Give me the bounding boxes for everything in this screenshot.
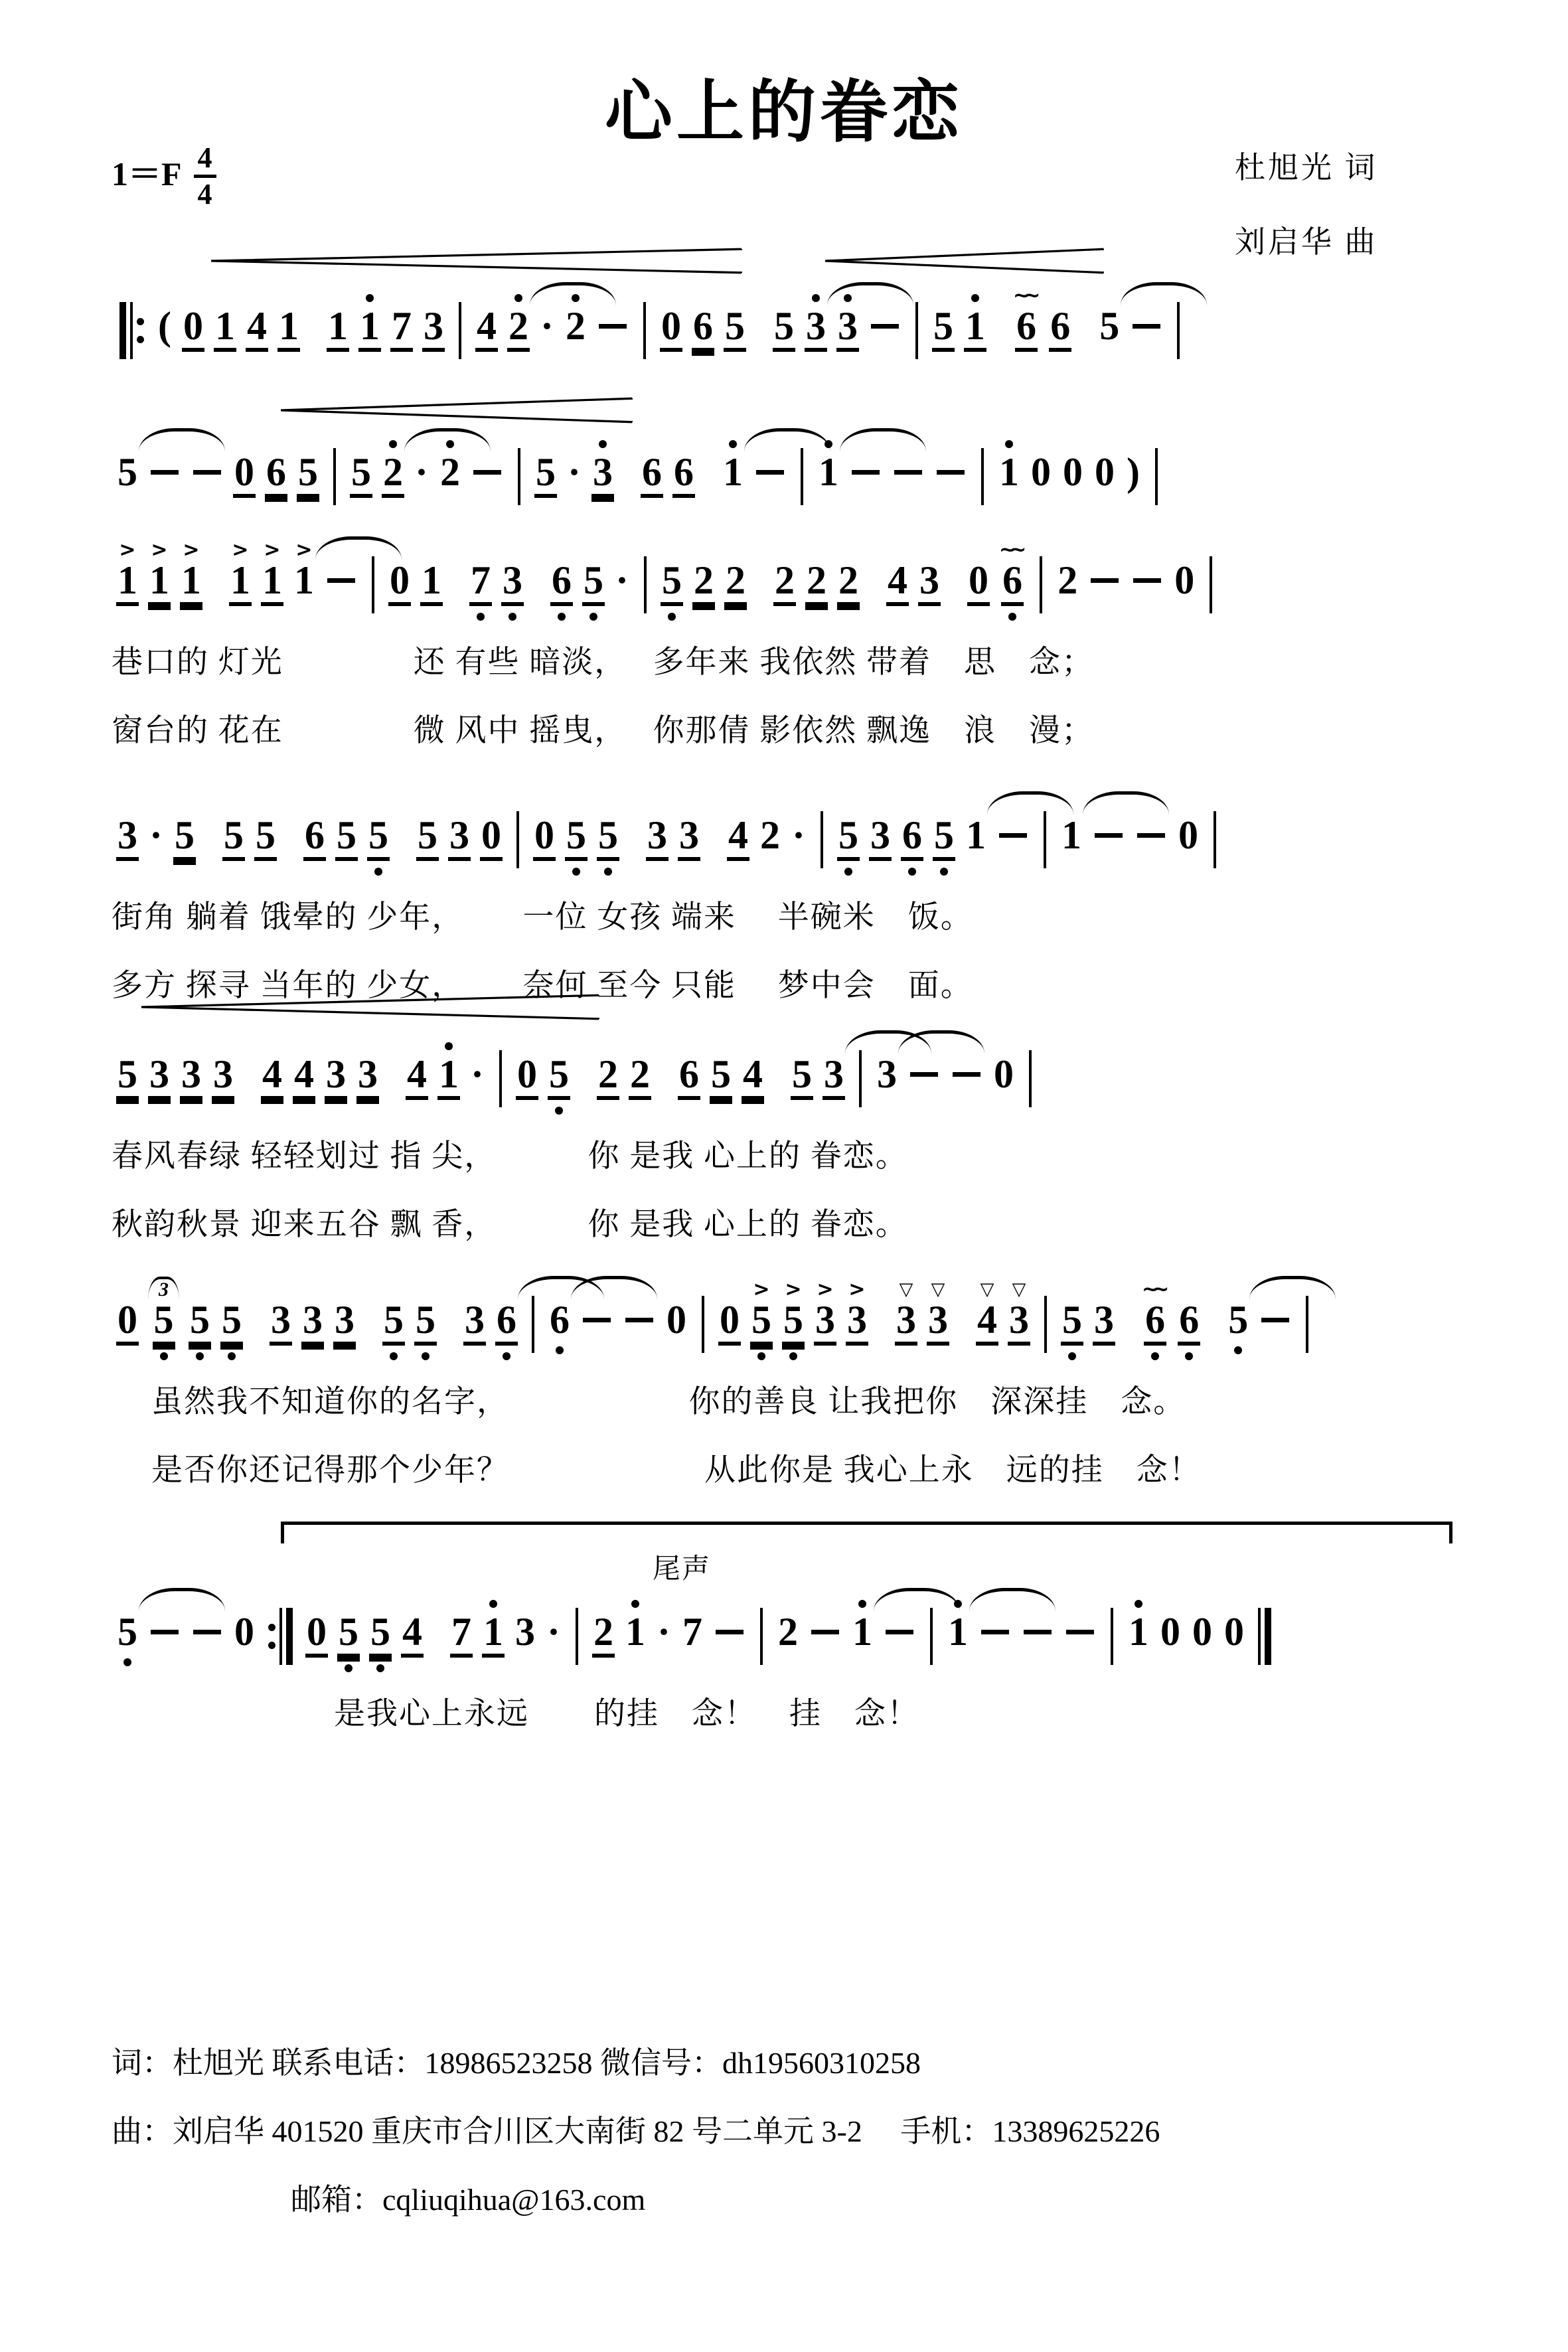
note: 0	[967, 536, 990, 623]
note: ·	[471, 1052, 485, 1096]
note: 1	[437, 1030, 460, 1117]
note	[753, 428, 787, 509]
note: 4	[261, 1030, 283, 1117]
note: ▽ 3	[927, 1276, 949, 1363]
marcato-icon: ▽	[1012, 1279, 1026, 1300]
note: 5	[773, 282, 795, 369]
note: 2	[564, 282, 587, 363]
note: 5	[189, 1276, 211, 1363]
note: 5	[837, 791, 860, 878]
note: 3	[325, 1030, 347, 1117]
mordent-icon: ~~	[1142, 1278, 1164, 1301]
footer-line-lyricist-contact: 词：杜旭光 联系电话：18986523258 微信号：dh19560310258	[112, 2046, 921, 2080]
accent-icon: >	[295, 538, 313, 562]
note: > 5	[750, 1276, 773, 1363]
note: 5	[1061, 1276, 1083, 1363]
note: 0	[1063, 450, 1083, 494]
note: 2	[724, 536, 747, 623]
note: 0	[1174, 558, 1195, 602]
footer-line-email: 邮箱：cqliuqihua@163.com	[291, 2183, 646, 2217]
note	[1088, 536, 1121, 617]
note: 0	[480, 791, 503, 878]
note: 5	[116, 1030, 139, 1117]
note: 3	[148, 1030, 171, 1117]
note: 2	[629, 1030, 651, 1117]
note: ·	[540, 304, 554, 348]
note: 1	[1060, 791, 1083, 872]
note: 5	[1098, 282, 1121, 363]
note: 0	[182, 282, 204, 369]
note: 3	[448, 791, 471, 878]
note: > 3	[846, 1276, 868, 1363]
note: 2	[805, 536, 828, 623]
note: 3	[1093, 1276, 1115, 1363]
note: 1	[482, 1588, 505, 1675]
note: 3	[823, 1030, 845, 1117]
note: 5	[337, 1588, 360, 1675]
note: 2	[1058, 558, 1078, 602]
note: 6	[303, 791, 326, 878]
accent-icon: >	[119, 538, 136, 562]
note: 5	[369, 1588, 392, 1675]
music-system-4	[112, 791, 1459, 1002]
note	[580, 1276, 613, 1357]
note: 5	[414, 1276, 437, 1363]
note: 0	[533, 791, 556, 878]
note	[1092, 791, 1125, 872]
note	[191, 1588, 224, 1669]
note: ▽ 3	[895, 1276, 917, 1363]
key-signature: 1＝F	[112, 155, 182, 193]
note	[148, 428, 181, 509]
note: ▽ 3	[1008, 1276, 1030, 1363]
note	[1259, 1276, 1292, 1357]
note	[868, 282, 902, 363]
note: ·	[792, 813, 806, 857]
notes-row	[112, 1276, 1459, 1363]
note: 5	[367, 791, 390, 878]
time-numerator: 4	[194, 143, 216, 178]
credits	[1235, 153, 1378, 301]
note: 1	[624, 1588, 647, 1669]
note: 3	[180, 1030, 202, 1117]
music-system-3	[112, 536, 1459, 747]
note: ~~ 6	[1142, 1276, 1168, 1363]
note: 3	[591, 428, 614, 515]
lyric-line: 秋韵秋景 迎来五谷 飘 香， 你 是我 心上的 眷恋。	[112, 1208, 908, 1242]
note: 1	[722, 428, 744, 509]
note: 4	[401, 1588, 424, 1675]
note: 6	[1049, 282, 1071, 369]
note: 4	[742, 1030, 764, 1117]
notes-row	[112, 282, 1459, 369]
note: > 1	[229, 536, 252, 623]
note: ·	[615, 558, 629, 602]
music-system-5	[112, 1030, 1459, 1241]
note: > 1	[116, 536, 139, 623]
note: 4	[246, 282, 268, 369]
note: 2	[837, 536, 860, 623]
note: 5	[1227, 1276, 1249, 1357]
note: 1	[851, 1588, 874, 1669]
note: 5	[932, 282, 955, 369]
note	[191, 428, 224, 509]
repeat-begin-barline	[119, 302, 144, 359]
note: 1	[965, 791, 987, 872]
contact-footer	[112, 2048, 1160, 2253]
note: 0	[1095, 450, 1115, 494]
lyric-line: 街角 躺着 饿晕的 少年， 一位 女孩 端来 半碗米 饭。	[112, 900, 973, 935]
note: 5	[565, 791, 588, 878]
lyric-line: 多方 探寻 当年的 少女， 奈何 至今 只能 梦中会 面。	[112, 969, 973, 1003]
note: 0	[1178, 813, 1198, 857]
note: 1	[420, 536, 443, 623]
note: 5	[791, 1030, 813, 1117]
note: 5	[416, 791, 439, 878]
note: 1	[998, 428, 1020, 509]
note: 4	[406, 1030, 428, 1117]
mordent-icon: ~~	[1012, 284, 1035, 307]
marcato-icon: ▽	[931, 1279, 945, 1300]
note: 7	[682, 1610, 702, 1654]
note: 7	[450, 1588, 473, 1675]
note: > 1	[148, 536, 171, 623]
note: 3	[356, 1030, 379, 1117]
note: > 1	[293, 536, 315, 617]
note: 4	[886, 536, 909, 623]
note	[1131, 536, 1164, 617]
music-system-1	[112, 282, 1459, 369]
note: 0	[116, 1276, 139, 1363]
note: 5	[254, 791, 277, 878]
note	[883, 1588, 916, 1669]
note: 5	[582, 536, 605, 623]
note: 3	[333, 1276, 356, 1363]
note: 5	[933, 791, 955, 878]
note: 4	[475, 282, 498, 369]
note: 0	[388, 536, 411, 623]
notes-row	[112, 1588, 1459, 1675]
notes-row	[112, 1030, 1459, 1117]
note: ·	[547, 1610, 561, 1654]
note	[596, 282, 629, 363]
notes-row	[112, 791, 1459, 878]
accent-icon: >	[183, 538, 200, 562]
note: 6	[495, 1276, 518, 1363]
note: 3	[805, 282, 827, 369]
note: 1	[214, 282, 236, 369]
note: (	[158, 304, 171, 348]
note: ·	[415, 450, 429, 494]
note: 5	[335, 791, 358, 878]
note	[148, 1588, 181, 1669]
note: 2	[507, 282, 530, 369]
lyric-line: 是否你还记得那个少年？ 从此你是 我心上永 远的挂 念！	[151, 1453, 1202, 1488]
lyric-line: 窗台的 花在 微 风中 摇曳， 你那倩 影依然 飘逸 浪 漫；	[112, 714, 1094, 748]
note: 5	[116, 428, 139, 509]
note: 0	[1160, 1610, 1180, 1654]
note	[892, 428, 925, 509]
note: 5	[534, 428, 557, 515]
note: 3	[836, 282, 859, 369]
accent-icon: >	[151, 538, 168, 562]
note: 2	[597, 1030, 619, 1117]
notes-row	[112, 536, 1459, 623]
note: 3	[301, 1276, 324, 1363]
music-system-2	[112, 428, 1459, 515]
note: 2	[760, 813, 780, 857]
note: 5	[724, 282, 746, 369]
note	[934, 428, 967, 509]
lyric-line: 春风春绿 轻轻划过 指 尖， 你 是我 心上的 眷恋。	[112, 1139, 908, 1174]
note: 5	[350, 428, 372, 515]
note: 0	[666, 1298, 686, 1342]
note: 5	[297, 428, 319, 515]
note: ·	[149, 813, 163, 857]
note: 6	[672, 428, 695, 515]
note: > 5	[782, 1276, 805, 1363]
note	[713, 1588, 746, 1669]
note: 6	[692, 282, 714, 369]
note: 6	[265, 428, 287, 515]
music-system-6	[112, 1276, 1459, 1486]
note	[809, 1588, 842, 1669]
note: 5	[661, 536, 683, 623]
note: 3	[918, 536, 941, 623]
note: 2	[382, 428, 404, 515]
note: 7	[469, 536, 492, 623]
note	[1063, 1588, 1097, 1669]
note: 1	[947, 1588, 969, 1669]
note: 0	[718, 1276, 741, 1363]
note: 2	[592, 1588, 615, 1675]
note: 4	[293, 1030, 315, 1117]
note: 3	[463, 1276, 486, 1363]
note: 1	[817, 428, 840, 509]
note	[623, 1276, 656, 1357]
note: 5	[116, 1588, 139, 1669]
lyric-line: 巷口的 灯光 还 有些 暗淡， 多年来 我依然 带着 思 念；	[112, 645, 1094, 680]
crescendo-hairpin-icon	[211, 246, 742, 276]
note: 4	[727, 791, 749, 878]
note	[471, 428, 504, 509]
note: 3	[869, 791, 892, 878]
coda-bracket	[281, 1522, 1452, 1545]
note: 1	[277, 282, 300, 369]
note	[1135, 791, 1168, 872]
note	[979, 1588, 1012, 1669]
note: 0	[660, 282, 682, 369]
note: 5	[222, 791, 245, 878]
music-system-7	[112, 1554, 1459, 1731]
note: ~~ 6	[1013, 282, 1040, 369]
note: 2	[692, 536, 715, 623]
note: 0	[233, 428, 256, 515]
note: 3	[501, 536, 524, 623]
note	[1021, 1588, 1054, 1669]
time-signature	[194, 143, 216, 209]
crescendo-hairpin-icon	[281, 395, 633, 426]
accent-icon: >	[232, 538, 249, 562]
accent-icon: >	[264, 538, 281, 562]
note: 5	[710, 1030, 732, 1117]
footer-line-composer-contact: 曲：刘启华 401520 重庆市合川区大南街 82 号二单元 3-2 手机：13389625226	[112, 2114, 1160, 2148]
note: 6	[641, 428, 663, 515]
note: 6	[901, 791, 923, 878]
note: )	[1127, 450, 1140, 494]
note: 2	[778, 1610, 798, 1654]
accent-icon: >	[785, 1278, 802, 1301]
note: ·	[657, 1610, 671, 1654]
note: 5	[220, 1276, 243, 1363]
note: 0	[1192, 1610, 1212, 1654]
note: 5	[382, 1276, 405, 1363]
note: > 3	[814, 1276, 836, 1363]
note: ·	[568, 450, 582, 494]
note: 6	[1178, 1276, 1200, 1363]
note: 1	[964, 282, 986, 369]
note	[325, 536, 358, 617]
note: 1	[358, 282, 381, 369]
crescendo-hairpin-icon	[141, 992, 599, 1022]
note: 3 5	[148, 1276, 179, 1363]
note	[849, 428, 882, 509]
note: 6	[678, 1030, 700, 1117]
accent-icon: >	[848, 1278, 866, 1301]
lyric-line: 虽然我不知道你的名字， 你的善良 让我把你 深深挂 念。	[151, 1385, 1186, 1419]
lyric-line: 是我心上永远 的挂 念！ 挂 念！	[334, 1697, 919, 1731]
accent-icon: >	[753, 1278, 770, 1301]
note: 1	[1127, 1588, 1150, 1669]
note: 5	[597, 791, 619, 878]
final-barline	[1258, 1608, 1271, 1665]
note: 0	[516, 1030, 538, 1117]
marcato-icon: ▽	[899, 1279, 913, 1300]
page-title: 心上的眷恋	[605, 76, 963, 151]
note: > 1	[180, 536, 202, 623]
note: 1	[327, 282, 349, 369]
note: 6	[548, 1276, 571, 1357]
note: ▽ 4	[976, 1276, 998, 1363]
note	[1130, 282, 1163, 363]
lyricist-credit: 杜旭光 词	[1235, 151, 1378, 185]
note: 3	[116, 791, 139, 878]
note: 3	[515, 1610, 535, 1654]
composer-credit: 刘启华 曲	[1235, 225, 1378, 259]
note: 3	[422, 282, 445, 369]
coda-label: 尾声	[653, 1554, 712, 1585]
note: 7	[390, 282, 413, 369]
repeat-end-barline	[268, 1608, 293, 1665]
note: > 1	[261, 536, 283, 623]
notes-row	[112, 428, 1459, 515]
marcato-icon: ▽	[980, 1279, 994, 1300]
note	[950, 1030, 983, 1111]
note: 2	[439, 428, 461, 509]
note: 3	[270, 1276, 292, 1363]
note: 0	[1031, 450, 1051, 494]
note: 2	[773, 536, 796, 623]
key-time-signature	[112, 141, 216, 210]
note: 3	[212, 1030, 234, 1117]
time-denominator: 4	[197, 178, 212, 210]
note	[907, 1030, 941, 1111]
note: 3	[678, 791, 700, 878]
note	[996, 791, 1030, 872]
note: 6	[550, 536, 573, 623]
mordent-icon: ~~	[999, 538, 1021, 562]
note: 5	[548, 1030, 570, 1117]
note: 3	[876, 1030, 898, 1111]
note: 0	[234, 1610, 254, 1654]
accent-icon: >	[817, 1278, 834, 1301]
note: 0	[305, 1588, 328, 1675]
note: 0	[994, 1052, 1014, 1096]
note: 3	[646, 791, 668, 878]
crescendo-hairpin-icon	[825, 246, 1104, 276]
note: ~~ 6	[999, 536, 1026, 623]
note: 5	[173, 791, 196, 878]
note: 0	[1224, 1610, 1244, 1654]
